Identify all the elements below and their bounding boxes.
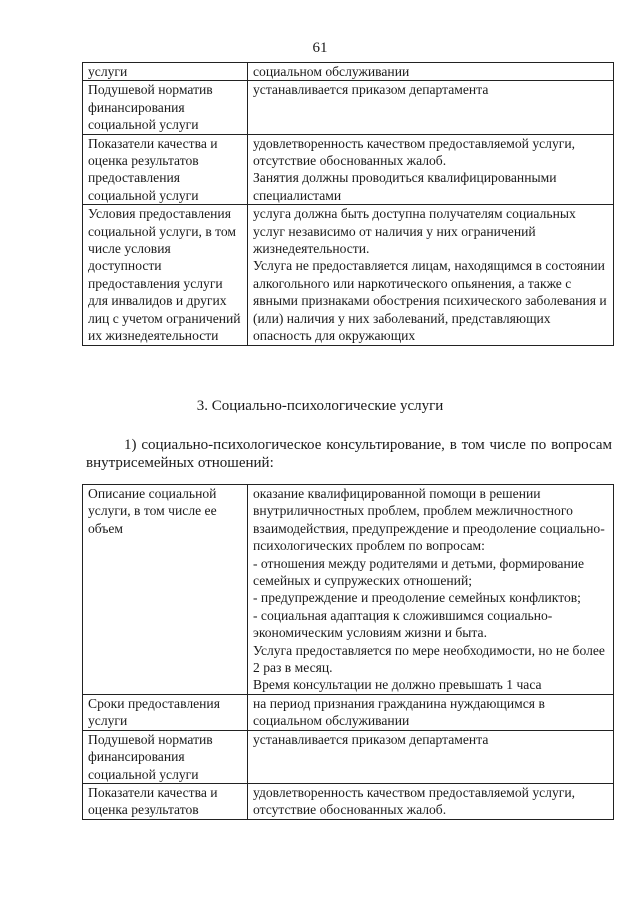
- value-paragraph: удовлетворенность качеством предоставляемой услуги, отсутствие обоснованных жалоб.: [253, 784, 575, 818]
- value-paragraph: Занятия должны проводиться квалифицированными специалистами: [253, 170, 557, 203]
- row-value: [248, 485, 614, 695]
- row-value: [248, 134, 614, 205]
- table-row: [83, 134, 614, 205]
- table-row: [83, 694, 614, 730]
- intro-paragraph: [86, 436, 612, 472]
- value-paragraph: - отношения между родителями и детьми, формирование семейных и супружеских отношений;: [253, 555, 585, 589]
- value-paragraph: Услуга не предоставляется лицам, находящимся в состоянии алкогольного или наркотического опьянения, а также с явными признаками обострения психического заболевания и (или) наличия у них заболеваний, представляющих опасность для окружающих: [253, 258, 607, 344]
- row-value: [248, 694, 614, 730]
- row-label: Подушевой норматив финансирования социальной услуги: [83, 81, 248, 134]
- row-label: услуги: [83, 63, 248, 81]
- row-label: Показатели качества и оценка результатов предоставления социальной услуги: [83, 134, 248, 205]
- value-paragraph: Время консультации не должно превышать 1 часа: [253, 677, 542, 693]
- value-paragraph: Услуга предоставляется по мере необходимости, но не более 2 раз в месяц.: [253, 642, 605, 676]
- table-row: [83, 485, 614, 695]
- row-value: [248, 63, 614, 81]
- table-row: [83, 81, 614, 134]
- services-table-continued: [82, 62, 614, 346]
- row-value: [248, 730, 614, 783]
- value-paragraph: социальном обслуживании: [253, 64, 410, 79]
- value-paragraph: на период признания гражданина нуждающимся в социальном обслуживании: [253, 695, 545, 729]
- value-paragraph: удовлетворенность качеством предоставляемой услуги, отсутствие обоснованных жалоб.: [253, 135, 575, 169]
- row-label: Сроки предоставления услуги: [83, 694, 248, 730]
- value-paragraph: услуга должна быть доступна получателям социальных услуг независимо от наличия у них ограничений жизнедеятельности.: [253, 206, 576, 257]
- page-number: 61: [312, 40, 328, 56]
- value-paragraph: - предупреждение и преодоление семейных конфликтов;: [253, 590, 581, 606]
- value-paragraph: - социальная адаптация к сложившимся социально-экономическим условиям жизни и быта.: [253, 607, 553, 641]
- row-label: Показатели качества и оценка результатов: [83, 783, 248, 819]
- table-row: [83, 205, 614, 345]
- intro-text: 1) социально-психологическое консультирование, в том числе по вопросам внутрисемейных отношений:: [86, 437, 612, 471]
- row-value: [248, 81, 614, 134]
- row-label: Подушевой норматив финансирования социальной услуги: [83, 730, 248, 783]
- psychological-services-table: [82, 484, 614, 820]
- row-value: [248, 783, 614, 819]
- row-value: [248, 205, 614, 345]
- table-row: [83, 63, 614, 81]
- value-paragraph: устанавливается приказом департамента: [253, 82, 489, 98]
- table-row: [83, 730, 614, 783]
- table-row: [83, 783, 614, 819]
- row-label: Условия предоставления социальной услуги, в том числе условия доступности предоставления услуги для инвалидов и других лиц с учетом ограничений их жизнедеятельности: [83, 205, 248, 345]
- value-paragraph: устанавливается приказом департамента: [253, 731, 489, 747]
- value-paragraph: оказание квалифицированной помощи в решении внутриличностных проблем, проблем межличностного взаимодействия, предупреждение и преодоление социально-психологических проблем по вопросам:: [253, 486, 605, 554]
- row-label: Описание социальной услуги, в том числе ее объем: [83, 485, 248, 695]
- section-title: 3. Социально-психологические услуги: [196, 398, 444, 414]
